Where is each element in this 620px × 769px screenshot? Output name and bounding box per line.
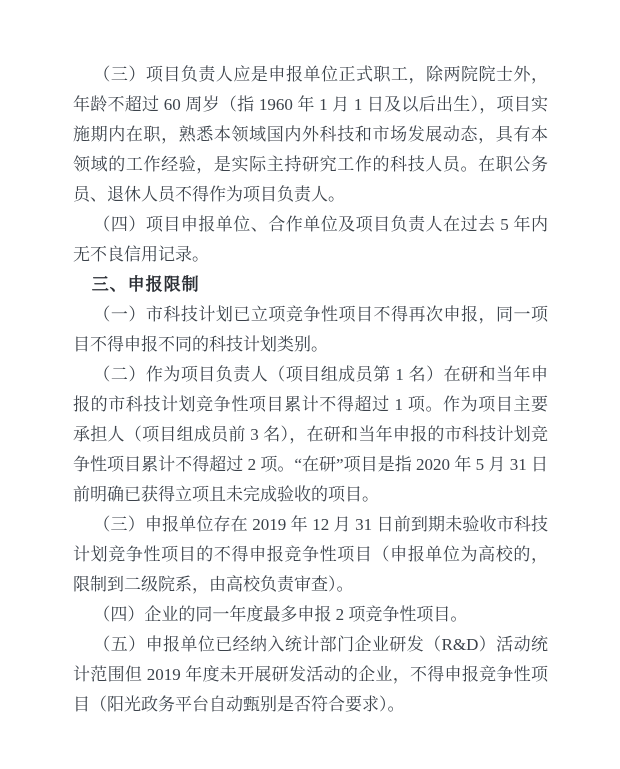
paragraph-item-3-project-leader-requirements: （三）项目负责人应是申报单位正式职工，除两院院士外，年龄不超过 60 周岁（指 1960 年 1 月 1 日及以后出生），项目实施期内在职，熟悉本领域国内外科技和市场发展动态，具有本领域的工作经验，是实际主持研究工作的科技人员。在职公务员、退休人员不得作为项目负责人。	[73, 65, 548, 204]
paragraph-restriction-3-overdue-acceptance: （三）申报单位存在 2019 年 12 月 31 日前到期未验收市科技计划竞争性项目的不得申报竞争性项目（申报单位为高校的，限制到二级院系，由高校负责审查）。	[73, 515, 548, 594]
paragraph-restriction-5-rd-statistics: （五）申报单位已经纳入统计部门企业研发（R&D）活动统计范围但 2019 年度未开展研发活动的企业，不得申报竞争性项目（阳光政务平台自动甄别是否符合要求）。	[73, 635, 548, 714]
section-heading-application-restrictions: 三、申报限制	[91, 275, 200, 294]
paragraph-restriction-4-enterprise-yearly-limit: （四）企业的同一年度最多申报 2 项竞争性项目。	[93, 605, 468, 624]
paragraph-restriction-1-no-duplicate-application: （一）市科技计划已立项竞争性项目不得再次申报，同一项目不得申报不同的科技计划类别。	[73, 305, 548, 354]
paragraph-restriction-2-project-count-limits: （二）作为项目负责人（项目组成员第 1 名）在研和当年申报的市科技计划竞争性项目累计不得超过 1 项。作为项目主要承担人（项目组成员前 3 名），在研和当年申报的市科技计划竞争性项目累计不得超过 2 项。“在研”项目是指 2020 年 5 月 31 日前明确已获得立项且未完成验收的项目。	[73, 365, 548, 504]
paragraph-item-4-credit-record: （四）项目申报单位、合作单位及项目负责人在过去 5 年内无不良信用记录。	[73, 215, 548, 264]
